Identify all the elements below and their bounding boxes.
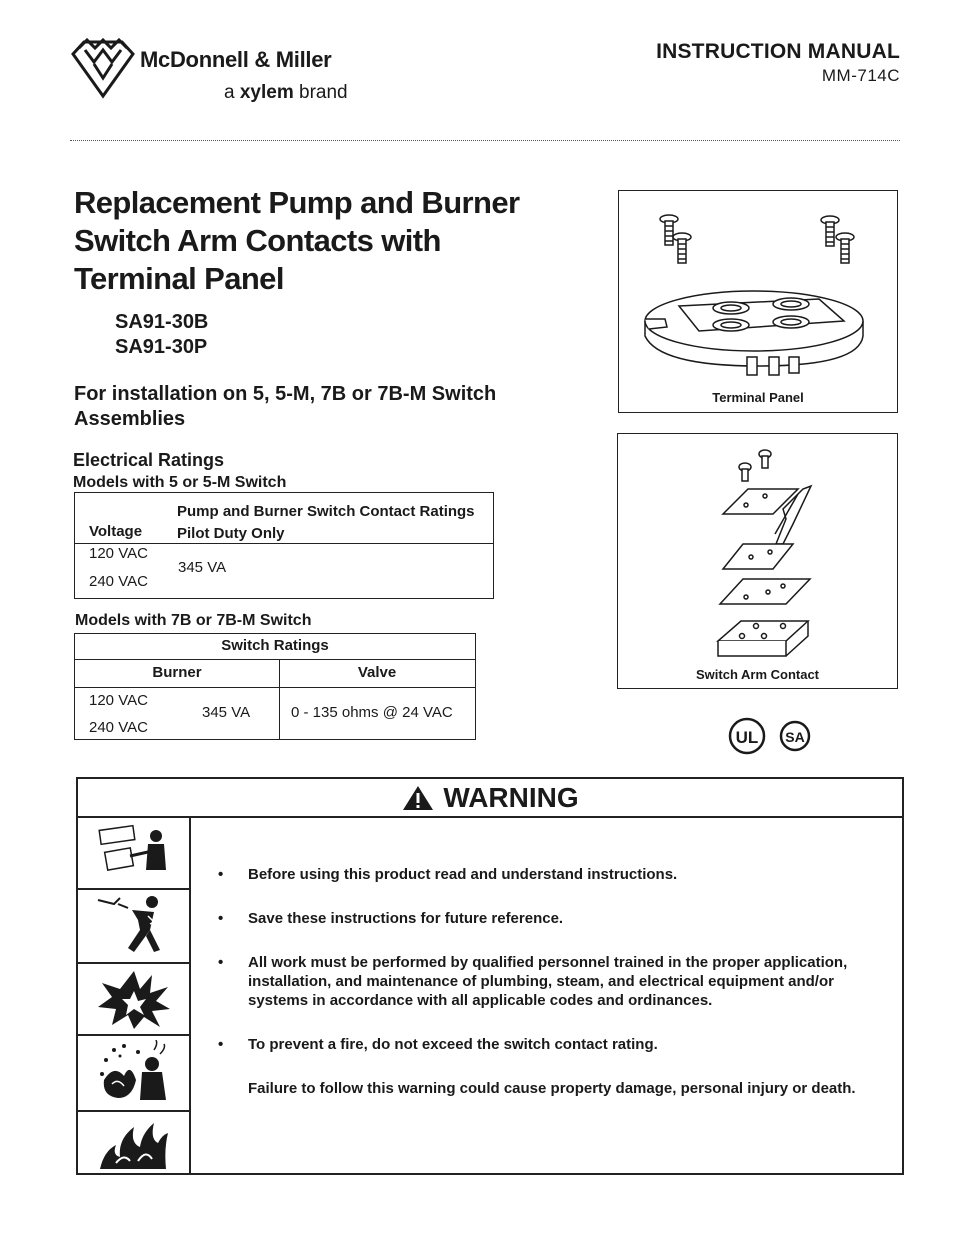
certification-marks	[726, 716, 816, 763]
column-header-valve: Valve	[357, 664, 397, 681]
brand-name: McDonnell & Miller	[140, 47, 332, 72]
warning-title: WARNING	[443, 781, 579, 813]
document-type: INSTRUCTION MANUAL	[656, 40, 900, 63]
installation-note: For installation on 5, 5-M, 7B or 7B-M Switch Assemblies	[74, 383, 497, 430]
warning-item: • Before using this product read and understand instructions.	[218, 866, 678, 883]
svg-text:SA: SA	[785, 729, 805, 745]
electric-shock-icon	[78, 890, 189, 964]
ul-certification-icon	[730, 719, 764, 753]
warning-header	[78, 779, 902, 818]
table2-caption: Models with 7B or 7B-M Switch	[75, 612, 312, 629]
warning-list	[218, 865, 868, 1098]
table-cell-burner-rating: 345 VA	[202, 704, 251, 721]
figure-switch-arm-contact	[617, 433, 898, 689]
explosion-icon	[78, 964, 189, 1036]
model-list	[115, 310, 208, 360]
warning-item: • Save these instructions for future reference.	[218, 910, 564, 927]
column-header-ratings: Pump and Burner Switch Contact Ratings Pilot Duty Only	[177, 503, 475, 542]
document-number: MM-714C	[821, 66, 900, 85]
svg-text:UL: UL	[735, 728, 759, 747]
electrical-ratings-heading: Electrical Ratings	[73, 450, 225, 470]
table1-caption: Models with 5 or 5-M Switch	[73, 474, 287, 491]
column-header-voltage: Voltage	[89, 523, 143, 540]
company-logo	[70, 36, 136, 105]
table-cell-rating: 345 VA	[178, 559, 227, 576]
warning-footer: Failure to follow this warning could cause property damage, personal injury or death.	[248, 1080, 856, 1097]
warning-item: • To prevent a fire, do not exceed the switch contact rating.	[218, 1036, 658, 1053]
table-cell-valve-rating: 0 - 135 ohms @ 24 VAC	[291, 704, 453, 721]
terminal-panel-illustration	[619, 191, 897, 386]
table-cell-voltage: 120 VAC	[89, 692, 148, 709]
fire-icon	[78, 1112, 189, 1173]
table-cell-voltage: 240 VAC	[89, 719, 148, 736]
read-manual-icon	[78, 816, 189, 890]
hazard-icon-column	[78, 816, 191, 1173]
ratings-table-7b-switch	[74, 633, 476, 740]
figure-terminal-panel	[618, 190, 898, 413]
figure-caption: Switch Arm Contact	[695, 667, 820, 682]
table-divider	[75, 687, 475, 688]
warning-triangle-icon	[401, 784, 435, 812]
table-header-switch-ratings: Switch Ratings	[221, 637, 329, 654]
warning-item: • All work must be performed by qualified personnel trained in the proper application, installation, and maintenance of plumbing, steam, and electrical equipment and/or systems in accordance with all applicable codes and ordinances.	[218, 954, 848, 1009]
burn-hazard-icon	[78, 1036, 189, 1112]
model-number: SA91-30B	[115, 311, 209, 333]
csa-certification-icon	[781, 722, 809, 750]
table-divider	[75, 659, 475, 660]
page-title: Replacement Pump and Burner Switch Arm Contacts with Terminal Panel	[74, 185, 520, 296]
warning-box	[76, 777, 904, 1175]
table-cell-voltage: 120 VAC	[89, 545, 148, 562]
figure-caption: Terminal Panel	[712, 390, 804, 405]
screw-icon	[660, 215, 691, 263]
model-number: SA91-30P	[115, 336, 208, 358]
ratings-table-5-switch	[74, 492, 494, 599]
column-header-burner: Burner	[152, 664, 202, 681]
table-cell-voltage: 240 VAC	[89, 573, 148, 590]
switch-arm-contact-illustration	[618, 434, 897, 664]
header-divider	[70, 140, 900, 141]
screw-icon	[821, 216, 854, 263]
screw-icon	[739, 450, 771, 481]
brand-tagline: a xylem brand	[224, 82, 348, 103]
table-divider	[75, 543, 493, 544]
